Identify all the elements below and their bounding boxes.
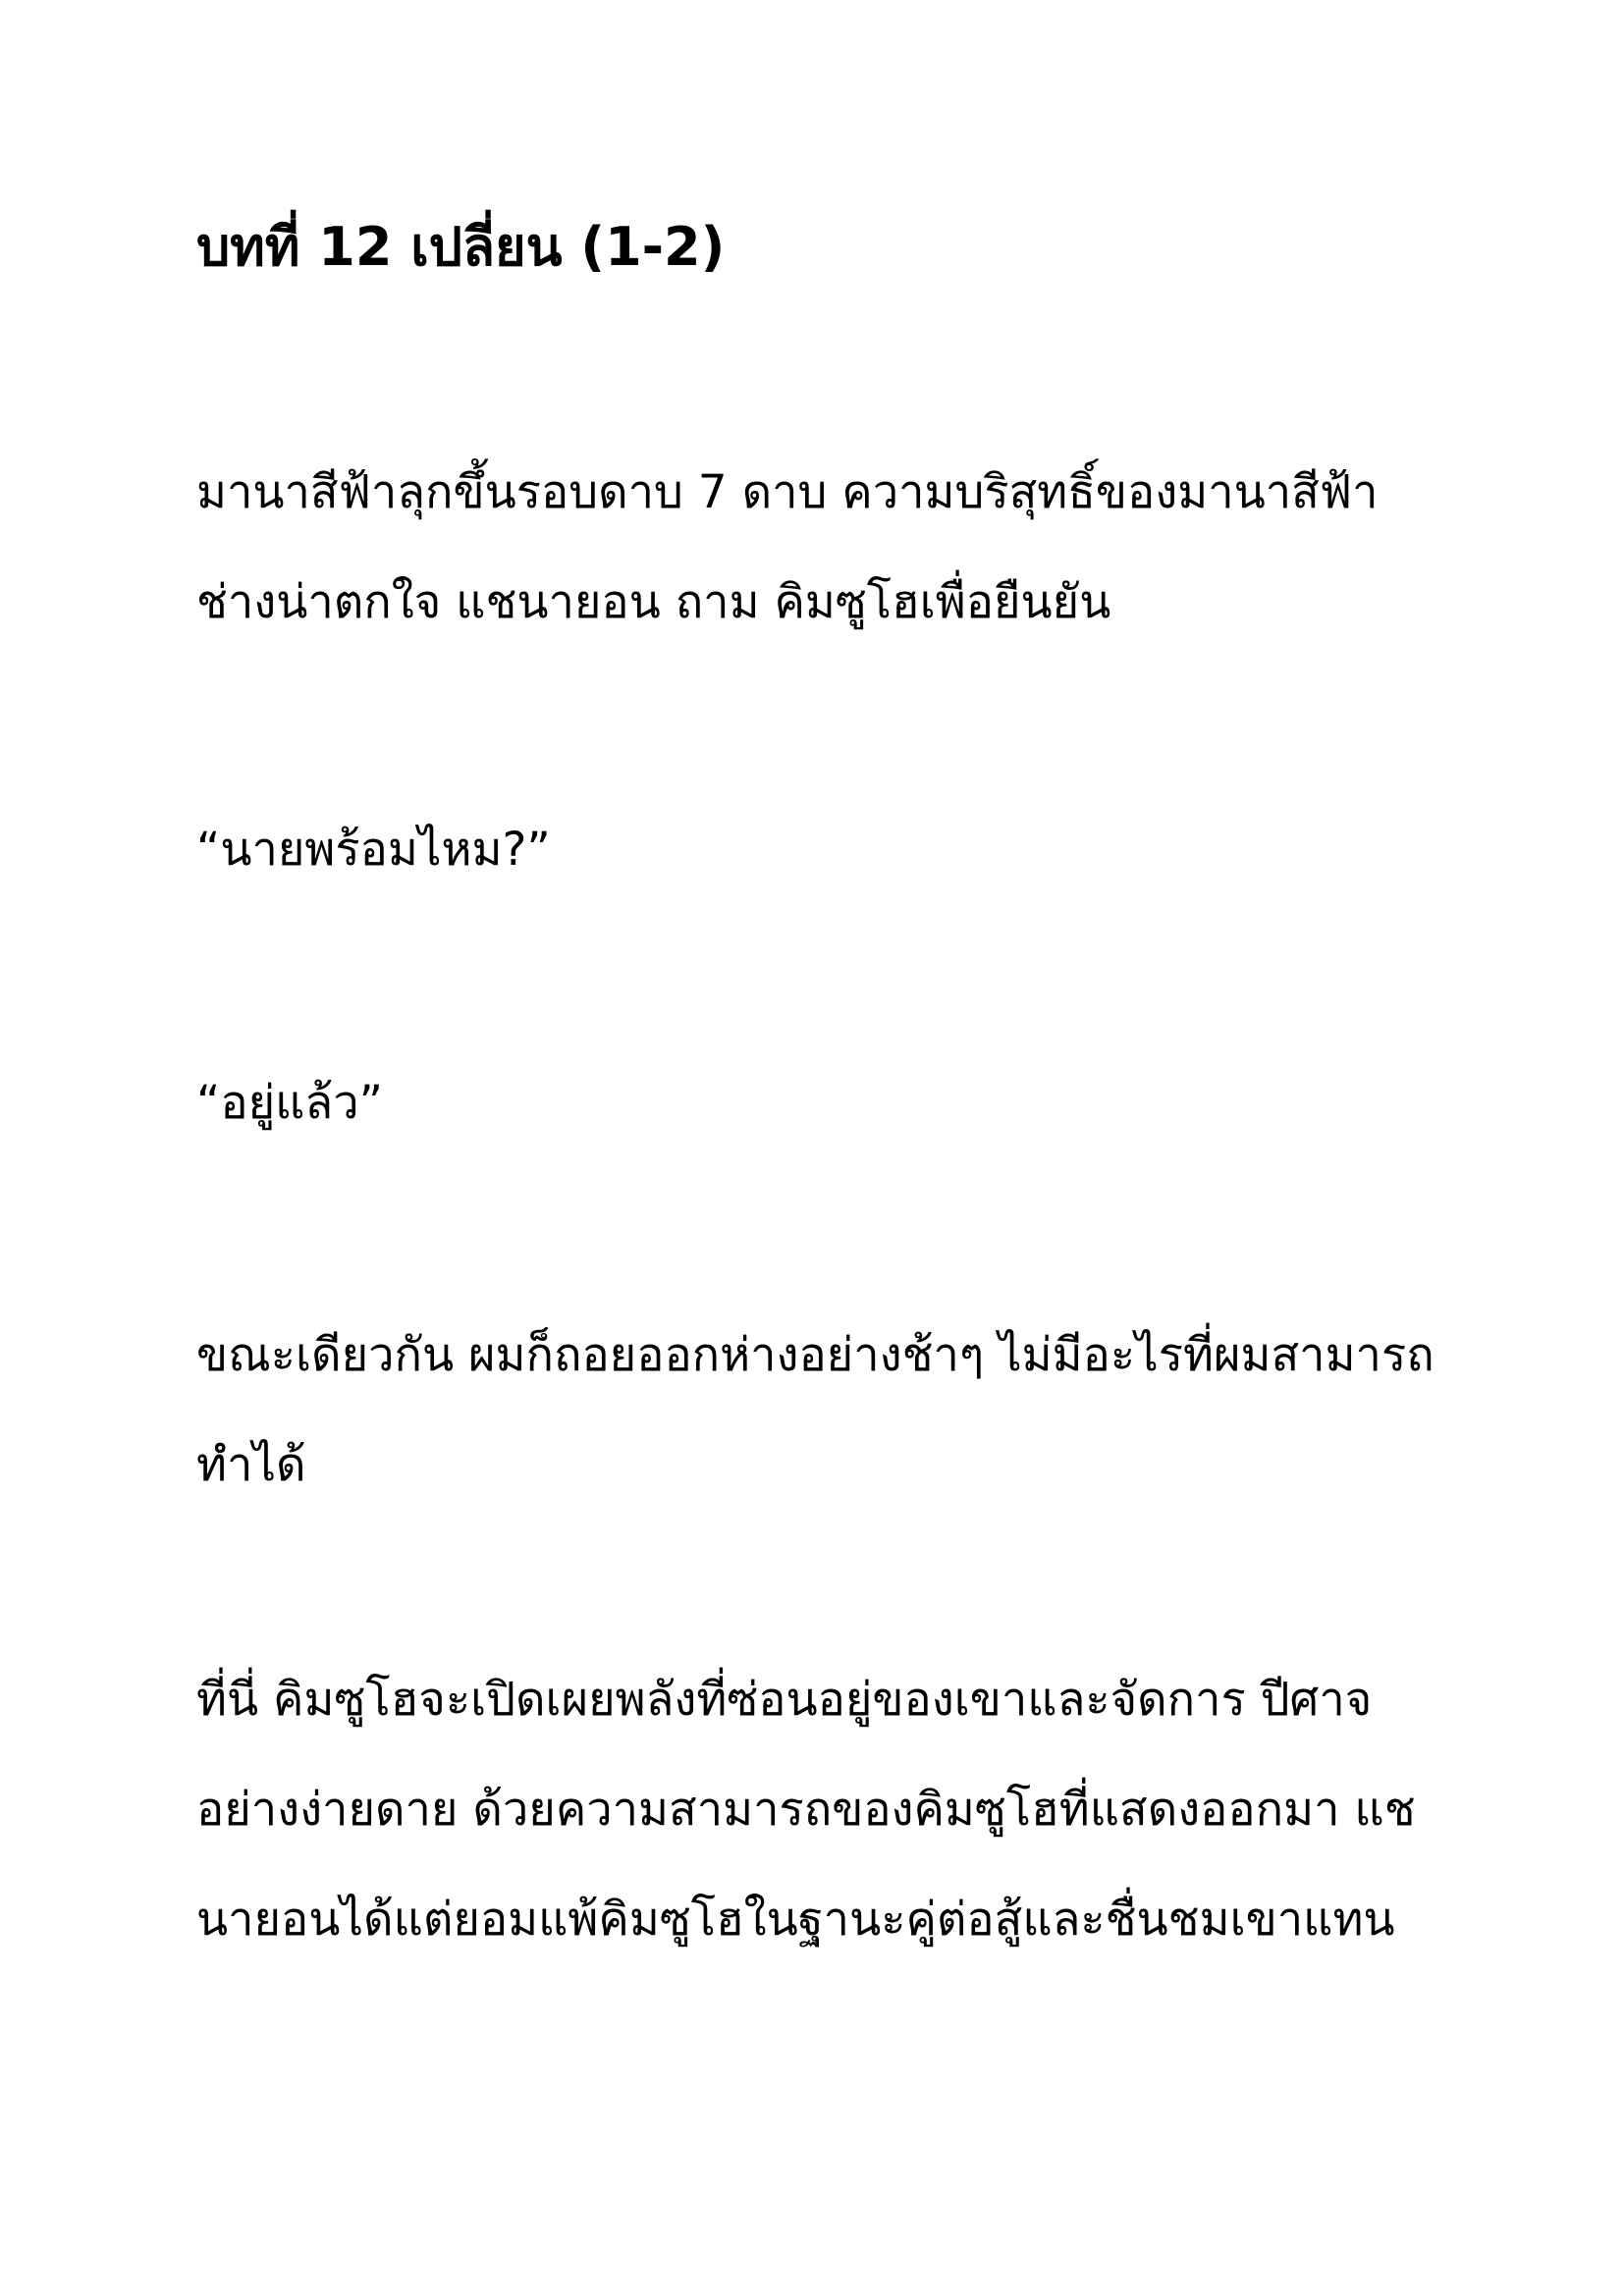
paragraph-4 — [196, 1301, 1473, 1521]
paragraph-line: ที่นี่ คิมซูโฮจะเปิดเผยพลังที่ซ่อนอยู่ของเขาและจัดการ ปีศาจ — [196, 1673, 1373, 1727]
dialogue-line: “นายพร้อมไหม?” — [196, 823, 551, 877]
paragraph-line: ช่างน่าตกใจ แชนายอน ถาม คิมซูโฮเพื่อยืนยัน — [196, 575, 1111, 629]
paragraph-1 — [196, 438, 1473, 658]
paragraph-5 — [196, 1645, 1473, 1975]
paragraph-line: มานาสีฟ้าลุกขึ้นรอบดาบ 7 ดาบ ความบริสุทธิ์ของมานาสีฟ้า — [196, 465, 1379, 519]
paragraph-line: ทำได้ — [196, 1438, 306, 1492]
paragraph-line: นายอนได้แต่ยอมแพ้คิมซูโฮในฐานะคู่ต่อสู้และชื่นชมเขาแทน — [196, 1893, 1395, 1947]
paragraph-line: อย่างง่ายดาย ด้วยความสามารถของคิมซูโฮที่แสดงออกมา แช — [196, 1783, 1416, 1837]
chapter-title: บทที่ 12 เปลี่ยน (1-2) — [196, 216, 726, 278]
paragraph-line: ขณะเดียวกัน ผมก็ถอยออกห่างอย่างช้าๆ ไม่มีอะไรที่ผมสามารถ — [196, 1328, 1435, 1382]
dialogue-line: “อยู่แล้ว” — [196, 1076, 383, 1130]
paragraph-2 — [196, 795, 1473, 905]
paragraph-3 — [196, 1048, 1473, 1158]
